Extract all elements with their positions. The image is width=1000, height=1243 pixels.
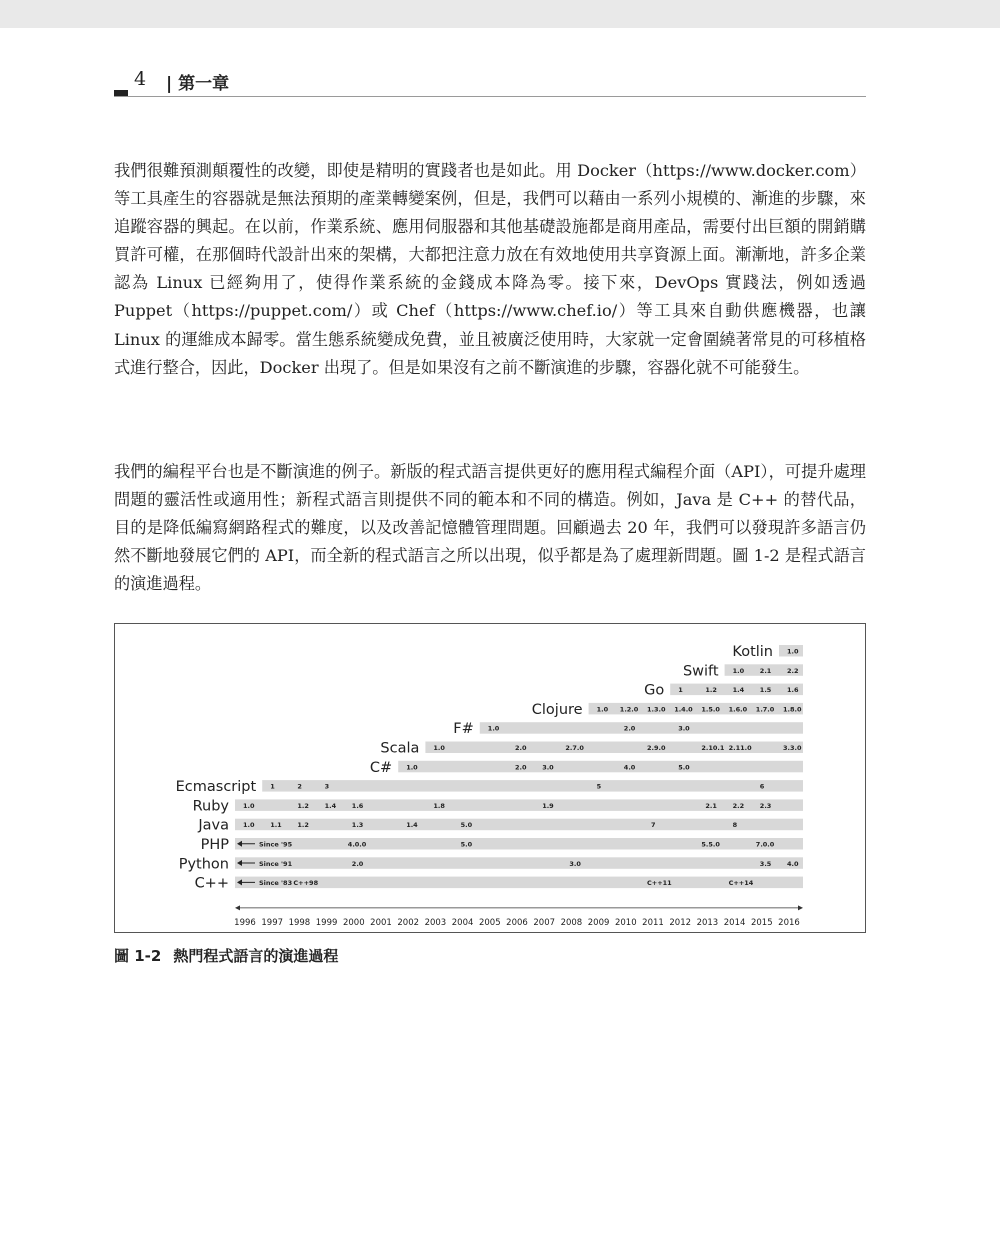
version-label: 2.3 — [759, 801, 772, 810]
version-label: 1.0 — [596, 705, 609, 714]
header-marker — [114, 90, 128, 96]
version-label: 3.3.0 — [783, 744, 802, 752]
version-label: 1.3.0 — [647, 705, 666, 714]
version-label: 2.0 — [623, 724, 636, 733]
year-tick-label: 2014 — [723, 917, 746, 928]
timeline-bar — [480, 722, 803, 734]
version-label: 1.0 — [243, 821, 255, 830]
language-timeline-chart — [115, 624, 865, 932]
version-label: 2.1 — [705, 801, 717, 810]
year-tick-label: 2003 — [424, 917, 447, 928]
version-label: 1.4 — [732, 686, 745, 695]
version-label: 5.5.0 — [701, 840, 720, 849]
timeline-bar — [235, 799, 803, 811]
version-label: 1.2.0 — [619, 705, 639, 714]
chapter-title: | 第一章 — [166, 74, 230, 94]
language-label: Kotlin — [732, 644, 773, 660]
year-tick-label: 2008 — [560, 917, 583, 928]
language-label: F# — [453, 721, 474, 738]
language-label: Scala — [380, 740, 420, 757]
version-label: 3.0 — [542, 763, 554, 772]
version-label: 1.7.0 — [755, 705, 775, 714]
year-tick-label: 2010 — [614, 917, 637, 928]
since-label: Since '91 — [259, 859, 293, 868]
version-label: 2.0 — [515, 763, 527, 772]
version-label: 1.0 — [406, 763, 418, 772]
version-label: 1.1 — [270, 821, 282, 830]
version-label: 1.6 — [787, 686, 799, 695]
version-label: 5.0 — [460, 821, 473, 830]
version-label: 1.3 — [351, 821, 364, 830]
timeline-bar — [235, 857, 803, 869]
caption-text: 熱門程式語言的演進過程 — [173, 947, 339, 965]
year-tick-label: 2004 — [451, 917, 474, 928]
version-label: 1.4 — [324, 801, 337, 810]
version-label: 2.0 — [515, 744, 527, 752]
timeline-bar — [262, 780, 803, 792]
version-label: 1.5.0 — [701, 705, 720, 714]
version-label: 1.9 — [542, 801, 554, 810]
version-label: 2.7.0 — [565, 744, 584, 752]
language-label: Go — [644, 682, 665, 699]
version-label: 1.2 — [705, 686, 717, 695]
year-tick-label: 2013 — [696, 917, 719, 928]
language-label: C++ — [194, 875, 229, 892]
language-label: Ruby — [192, 798, 229, 815]
language-label: Java — [198, 817, 229, 834]
language-label: Clojure — [531, 701, 583, 718]
year-tick-label: 2001 — [370, 917, 392, 928]
since-label: Since '95 — [259, 840, 293, 849]
version-label: 2.2 — [787, 666, 799, 675]
version-label: 4.0.0 — [347, 840, 367, 849]
version-label: 4.0 — [787, 859, 799, 868]
year-tick-label: 2000 — [342, 917, 365, 928]
top-band — [0, 0, 1000, 28]
version-label: 5 — [596, 782, 602, 791]
year-tick-label: 1996 — [234, 917, 256, 928]
version-label: 2.11.0 — [728, 744, 752, 752]
year-tick-label: 2011 — [642, 917, 664, 928]
version-label: 1.4.0 — [674, 705, 693, 714]
version-label: 1.6 — [351, 801, 364, 810]
timeline-bar — [235, 877, 803, 889]
caption-label: 圖 1-2 — [114, 947, 162, 965]
version-label: 1.8 — [433, 801, 445, 810]
version-label: 2.9.0 — [647, 744, 666, 752]
version-label: 6 — [759, 782, 765, 791]
version-label: 2.10.1 — [701, 744, 725, 752]
axis-arrow-left — [235, 905, 240, 910]
version-label: 1.0 — [487, 724, 500, 733]
page-header — [114, 66, 866, 97]
figure-1-2 — [114, 623, 866, 933]
version-label: 1.5 — [759, 686, 772, 695]
year-tick-label: 2005 — [478, 917, 501, 928]
version-label: 1.2 — [297, 821, 309, 830]
version-label: C++98 — [293, 879, 319, 888]
year-tick-label: 2016 — [778, 917, 800, 928]
version-label: 3.5 — [759, 859, 772, 868]
version-label: 3.0 — [678, 724, 690, 733]
year-tick-label: 2002 — [397, 917, 420, 928]
since-label: Since '83 — [259, 879, 293, 888]
language-label: C# — [369, 759, 393, 776]
version-label: 1.0 — [732, 666, 745, 675]
language-label: Ecmascript — [175, 779, 257, 796]
year-tick-label: 2015 — [750, 917, 773, 928]
version-label: 3.0 — [569, 859, 581, 868]
version-label: 5.0 — [678, 763, 690, 772]
version-label: 1.6.0 — [728, 705, 748, 714]
figure-caption — [114, 945, 338, 966]
page-number: 4 — [134, 68, 147, 90]
version-label: 4.0 — [623, 763, 636, 772]
version-label: 1.0 — [243, 801, 255, 810]
language-label: Swift — [682, 663, 719, 680]
version-label: 1.0 — [787, 647, 799, 656]
version-label: 2.2 — [732, 801, 745, 810]
body-paragraph-1: 我們很難預測顛覆性的改變，即使是精明的實踐者也是如此。用 Docker（https://www.docker.com）等工具產生的容器就是無法預期的產業轉變案例，但是，我們可以藉由一系列小規模的、漸進的步驟，來追蹤容器的興起。在以前，作業系統、應用伺服器和其他基礎設施都是商用產品，需要付出巨額的開銷購買許可權，在那個時代設計出來的架構，大都把注意力放在有效地使用共享資源上面。漸漸地，許多企業認為 Linux 已經夠用了，使得作業系統的金錢成本降為零。接下來，DevOps 實踐法，例如透過 Puppet（https://puppet.com/）或 Chef（https://www.chef.io/）等工具來自動供應機器，也讓 Linux 的運維成本歸零。當生態系統變成免費，並且被廣泛使用時，大家就一定會圍繞著常見的可移植格式進行整合，因此，Docker 出現了。但是如果沒有之前不斷演進的步驟，容器化就不可能發生。 — [114, 161, 866, 377]
version-label: 5.0 — [460, 840, 473, 849]
version-label: 8 — [732, 821, 738, 830]
year-tick-label: 2007 — [533, 917, 556, 928]
version-label: 2.0 — [351, 859, 364, 868]
language-label: PHP — [200, 837, 229, 853]
version-label: 2 — [297, 782, 302, 791]
year-tick-label: 1999 — [315, 917, 338, 928]
year-tick-label: 1997 — [261, 917, 284, 928]
year-tick-label: 2012 — [669, 917, 692, 928]
version-label: 1.8.0 — [783, 705, 802, 714]
body-paragraph-2: 我們的編程平台也是不斷演進的例子。新版的程式語言提供更好的應用程式編程介面（API），可提升處理問題的靈活性或適用性；新程式語言則提供不同的範本和不同的構造。例如，Java 是 C++ 的替代品，目的是降低編寫網路程式的難度，以及改善記憶體管理問題。回顧過去 20 年，我們可以發現許多語言仍然不斷地發展它們的 API，而全新的程式語言之所以出現，似乎都是為了處理新問題。圖 1-2 是程式語言的演進過程。 — [114, 462, 866, 594]
timeline-bar — [398, 761, 803, 773]
language-label: Python — [178, 856, 229, 873]
version-label: 1.2 — [297, 801, 309, 810]
version-label: C++14 — [728, 879, 754, 888]
version-label: C++11 — [647, 879, 672, 888]
version-label: 7 — [651, 821, 656, 830]
version-label: 2.1 — [759, 666, 772, 675]
year-tick-label: 2006 — [506, 917, 528, 928]
chapter-name: 第一章 — [178, 74, 230, 94]
year-tick-label: 2009 — [587, 917, 610, 928]
version-label: 1.4 — [406, 821, 418, 830]
version-label: 7.0.0 — [755, 840, 775, 849]
version-label: 1 — [270, 782, 275, 791]
axis-arrow-right — [798, 905, 803, 910]
version-label: 1.0 — [433, 744, 445, 752]
version-label: 1 — [678, 686, 683, 695]
year-tick-label: 1998 — [288, 917, 311, 928]
version-label: 3 — [324, 782, 330, 791]
timeline-bar — [235, 819, 803, 831]
